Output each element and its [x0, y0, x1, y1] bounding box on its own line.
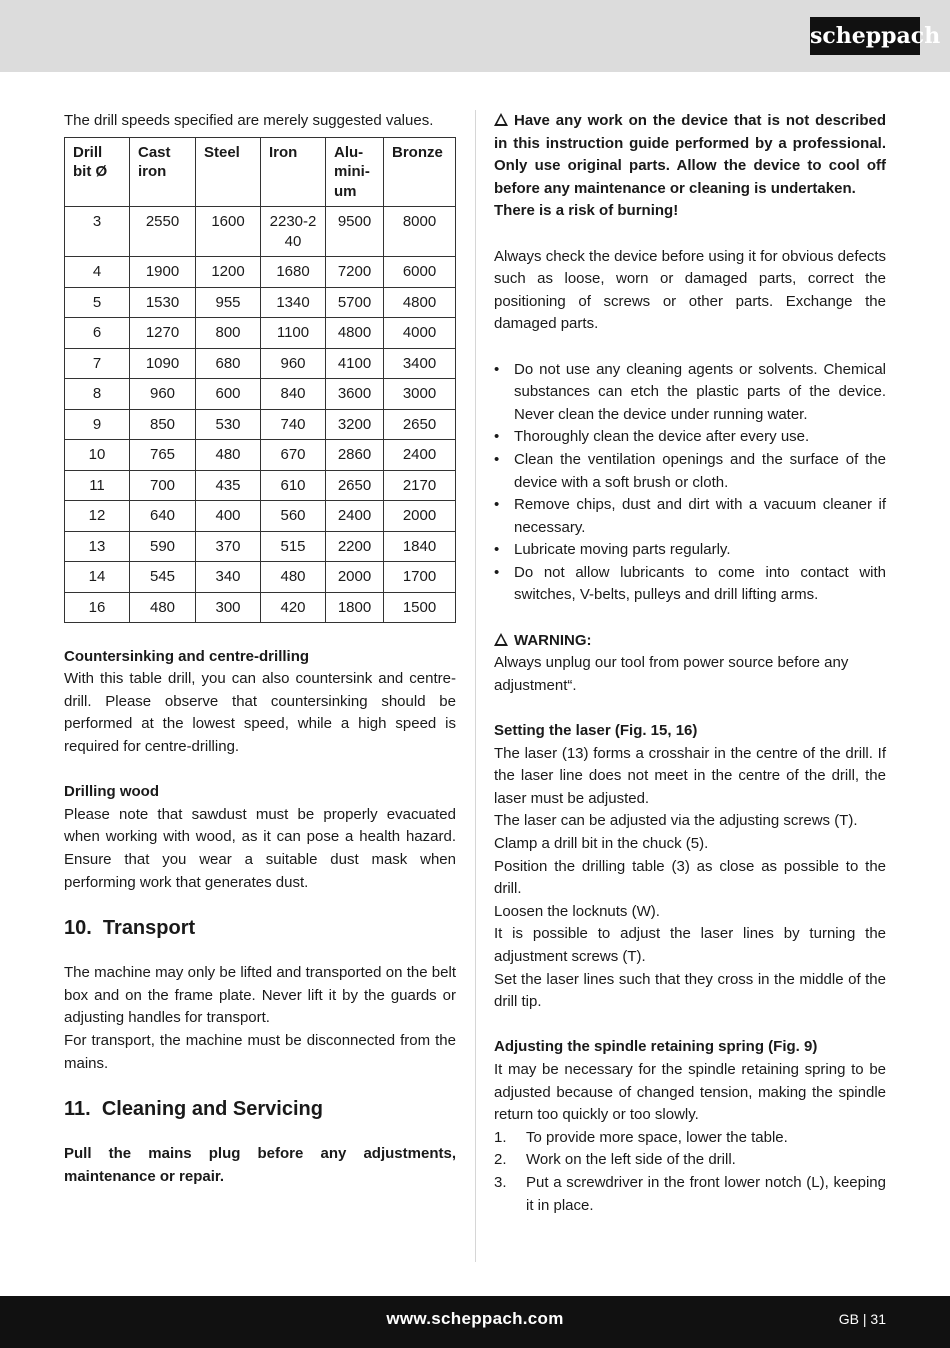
table-header-row [65, 137, 456, 207]
step-number: 3. [494, 1173, 507, 1191]
table-cell: 765 [130, 440, 196, 471]
table-cell: 545 [130, 562, 196, 593]
table-cell: 300 [196, 592, 261, 623]
spring-text: It may be necessary for the spindle retaining spring to be adjusted because of changed tension, making the spindle return too quickly or too slowly. [494, 1060, 886, 1124]
table-cell: 1900 [130, 257, 196, 288]
list-item: • Do not allow lubricants to come into contact with switches, V-belts, pulleys and drill lifting arms. [494, 562, 886, 607]
table-cell: 3 [65, 207, 130, 257]
list-item [494, 1127, 886, 1150]
transport-heading: 10. Transport [64, 917, 196, 940]
table-cell: 700 [130, 470, 196, 501]
table-cell: 610 [261, 470, 326, 501]
laser-instruction-line: Set the laser lines such that they cross in the middle of the drill tip. [494, 970, 886, 1011]
table-cell: 480 [261, 562, 326, 593]
device-check-text: Always check the device before using it for obvious defects such as loose, worn or damaged parts, correct the positioning of screws or other parts. Exchange the damaged parts. [494, 247, 886, 333]
warning-unplug-text: Always unplug our tool from power source before any adjustment“. [494, 654, 849, 694]
header-steel: Steel [196, 137, 261, 207]
table-row [65, 409, 456, 440]
table-cell: 1530 [130, 287, 196, 318]
step-text: Work on the left side of the drill. [526, 1151, 736, 1169]
table-cell: 7200 [326, 257, 384, 288]
table-row [65, 562, 456, 593]
page-footer [0, 1296, 950, 1348]
drill-speed-table [64, 137, 456, 624]
transport-text-1: The machine may only be lifted and transported on the belt box and on the frame plate. Never lift it by the guards or adjusting handles for transport. [64, 964, 456, 1027]
table-cell: 3200 [326, 409, 384, 440]
table-cell: 1340 [261, 287, 326, 318]
scheppach-logo: scheppach [810, 17, 920, 55]
drilling-wood-text: Please note that sawdust must be properly evacuated when working with wood, as it can pose a health hazard. Ensure that you wear a suitable dust mask when performing work that generates dust. [64, 805, 456, 891]
table-cell: 4100 [326, 348, 384, 379]
table-cell: 680 [196, 348, 261, 379]
table-cell: 340 [196, 562, 261, 593]
table-cell: 1840 [384, 531, 456, 562]
table-row [65, 207, 456, 257]
table-cell: 14 [65, 562, 130, 593]
table-cell: 480 [130, 592, 196, 623]
table-cell: 2650 [326, 470, 384, 501]
table-row [65, 531, 456, 562]
header-iron: Iron [261, 137, 326, 207]
table-cell: 16 [65, 592, 130, 623]
table-cell: 1090 [130, 348, 196, 379]
service-warning [494, 110, 886, 200]
table-cell: 4800 [384, 287, 456, 318]
table-cell: 2650 [384, 409, 456, 440]
list-item: • Do not use any cleaning agents or solvents. Chemical substances can etch the plastic parts of the device. Never clean the device under running water. [494, 359, 886, 427]
column-divider [475, 110, 476, 1262]
laser-instruction-line: The laser can be adjusted via the adjusting screws (T). [494, 812, 858, 830]
list-item: • Remove chips, dust and dirt with a vacuum cleaner if necessary. [494, 494, 886, 539]
header-cast-iron: Cast iron [130, 137, 196, 207]
step-text: Put a screwdriver in the front lower notch (L), keeping it in place. [526, 1173, 886, 1214]
table-cell: 560 [261, 501, 326, 532]
table-cell: 400 [196, 501, 261, 532]
list-item: • Thoroughly clean the device after every use. [494, 426, 886, 449]
table-cell: 2400 [326, 501, 384, 532]
laser-instruction-line: The laser (13) forms a crosshair in the centre of the drill. If the laser line does not meet in the centre of the drill, the laser must be adjusted. [494, 744, 886, 807]
table-cell: 740 [261, 409, 326, 440]
list-item [494, 1172, 886, 1217]
list-item: • Clean the ventilation openings and the surface of the device with a soft brush or cloth. [494, 449, 886, 494]
table-cell: 640 [130, 501, 196, 532]
laser-instruction-line: Clamp a drill bit in the chuck (5). [494, 835, 709, 852]
table-cell: 7 [65, 348, 130, 379]
table-cell: 515 [261, 531, 326, 562]
table-cell: 2400 [384, 440, 456, 471]
table-row [65, 470, 456, 501]
table-cell: 1680 [261, 257, 326, 288]
table-cell: 3400 [384, 348, 456, 379]
table-cell: 10 [65, 440, 130, 471]
table-cell: 955 [196, 287, 261, 318]
table-cell: 4 [65, 257, 130, 288]
table-cell: 1270 [130, 318, 196, 349]
table-cell: 1700 [384, 562, 456, 593]
countersinking-title: Countersinking and centre-drilling [64, 647, 310, 665]
warning-title: WARNING: [494, 630, 886, 653]
transport-text-2: For transport, the machine must be disconnected from the mains. [64, 1032, 456, 1072]
header-aluminium: Aluminium [326, 137, 384, 207]
table-cell: 11 [65, 470, 130, 501]
warning-triangle-icon [494, 633, 508, 646]
table-row [65, 257, 456, 288]
left-column [64, 110, 456, 1188]
laser-instruction-line: It is possible to adjust the laser lines by turning the adjustment screws (T). [494, 925, 886, 965]
table-cell: 840 [261, 379, 326, 410]
countersinking-text: With this table drill, you can also countersink and centre-drill. Please observe that countersinking should be performed at the lowest speed, while a high speed is required for centre-drilling. [64, 670, 456, 756]
table-cell: 12 [65, 501, 130, 532]
warning-triangle-icon [494, 113, 508, 126]
burning-risk: There is a risk of burning! [494, 202, 679, 220]
table-cell: 960 [130, 379, 196, 410]
table-cell: 670 [261, 440, 326, 471]
table-cell: 4000 [384, 318, 456, 349]
table-cell: 9500 [326, 207, 384, 257]
table-cell: 4800 [326, 318, 384, 349]
table-cell: 2550 [130, 207, 196, 257]
table-cell: 420 [261, 592, 326, 623]
right-column [494, 110, 886, 1217]
table-cell: 2860 [326, 440, 384, 471]
table-row [65, 440, 456, 471]
page-header [0, 0, 950, 72]
cleaning-bullet-list [494, 359, 886, 608]
step-text: To provide more space, lower the table. [526, 1128, 788, 1146]
table-cell: 6 [65, 318, 130, 349]
step-number: 2. [494, 1151, 507, 1169]
table-row [65, 501, 456, 532]
list-item: • Lubricate moving parts regularly. [494, 539, 886, 562]
table-cell: 13 [65, 531, 130, 562]
laser-instruction-line: Position the drilling table (3) as close as possible to the drill. [494, 857, 886, 898]
table-cell: 2230-240 [261, 207, 326, 257]
table-cell: 2000 [326, 562, 384, 593]
table-cell: 590 [130, 531, 196, 562]
laser-instruction-line: Loosen the locknuts (W). [494, 902, 660, 920]
footer-url[interactable]: www.scheppach.com [386, 1309, 564, 1328]
step-number: 1. [494, 1128, 507, 1146]
page-number: GB | 31 [838, 1311, 886, 1327]
cleaning-warning: Pull the mains plug before any adjustments, maintenance or repair. [64, 1145, 456, 1185]
table-row [65, 348, 456, 379]
table-cell: 3600 [326, 379, 384, 410]
table-cell: 1800 [326, 592, 384, 623]
table-cell: 2200 [326, 531, 384, 562]
table-cell: 8 [65, 379, 130, 410]
service-warning-text: Have any work on the device that is not described in this instruction guide performed by a professional. Only use original parts. Allow the device to cool off before any maintenance or cleaning is undertaken. [494, 112, 886, 197]
table-row [65, 379, 456, 410]
table-cell: 600 [196, 379, 261, 410]
table-cell: 960 [261, 348, 326, 379]
table-cell: 530 [196, 409, 261, 440]
table-cell: 2000 [384, 501, 456, 532]
table-cell: 5700 [326, 287, 384, 318]
drill-speed-intro: The drill speeds specified are merely suggested values. [64, 112, 434, 129]
table-row [65, 318, 456, 349]
table-cell: 5 [65, 287, 130, 318]
table-cell: 1600 [196, 207, 261, 257]
header-drill-bit: Drill bit Ø [65, 137, 130, 207]
laser-instructions [494, 743, 886, 1014]
table-cell: 1200 [196, 257, 261, 288]
list-item [494, 1149, 886, 1172]
table-cell: 6000 [384, 257, 456, 288]
header-bronze: Bronze [384, 137, 456, 207]
table-row [65, 287, 456, 318]
table-cell: 1500 [384, 592, 456, 623]
table-row [65, 592, 456, 623]
table-cell: 370 [196, 531, 261, 562]
table-cell: 1100 [261, 318, 326, 349]
laser-title: Setting the laser (Fig. 15, 16) [494, 722, 698, 740]
table-cell: 3000 [384, 379, 456, 410]
spring-steps-list [494, 1127, 886, 1217]
table-cell: 480 [196, 440, 261, 471]
table-cell: 800 [196, 318, 261, 349]
spring-title: Adjusting the spindle retaining spring (Fig. 9) [494, 1038, 818, 1056]
table-cell: 850 [130, 409, 196, 440]
drilling-wood-title: Drilling wood [64, 783, 159, 801]
table-cell: 435 [196, 470, 261, 501]
table-cell: 2170 [384, 470, 456, 501]
table-cell: 9 [65, 409, 130, 440]
cleaning-heading: 11. Cleaning and Servicing [64, 1098, 323, 1121]
table-cell: 8000 [384, 207, 456, 257]
